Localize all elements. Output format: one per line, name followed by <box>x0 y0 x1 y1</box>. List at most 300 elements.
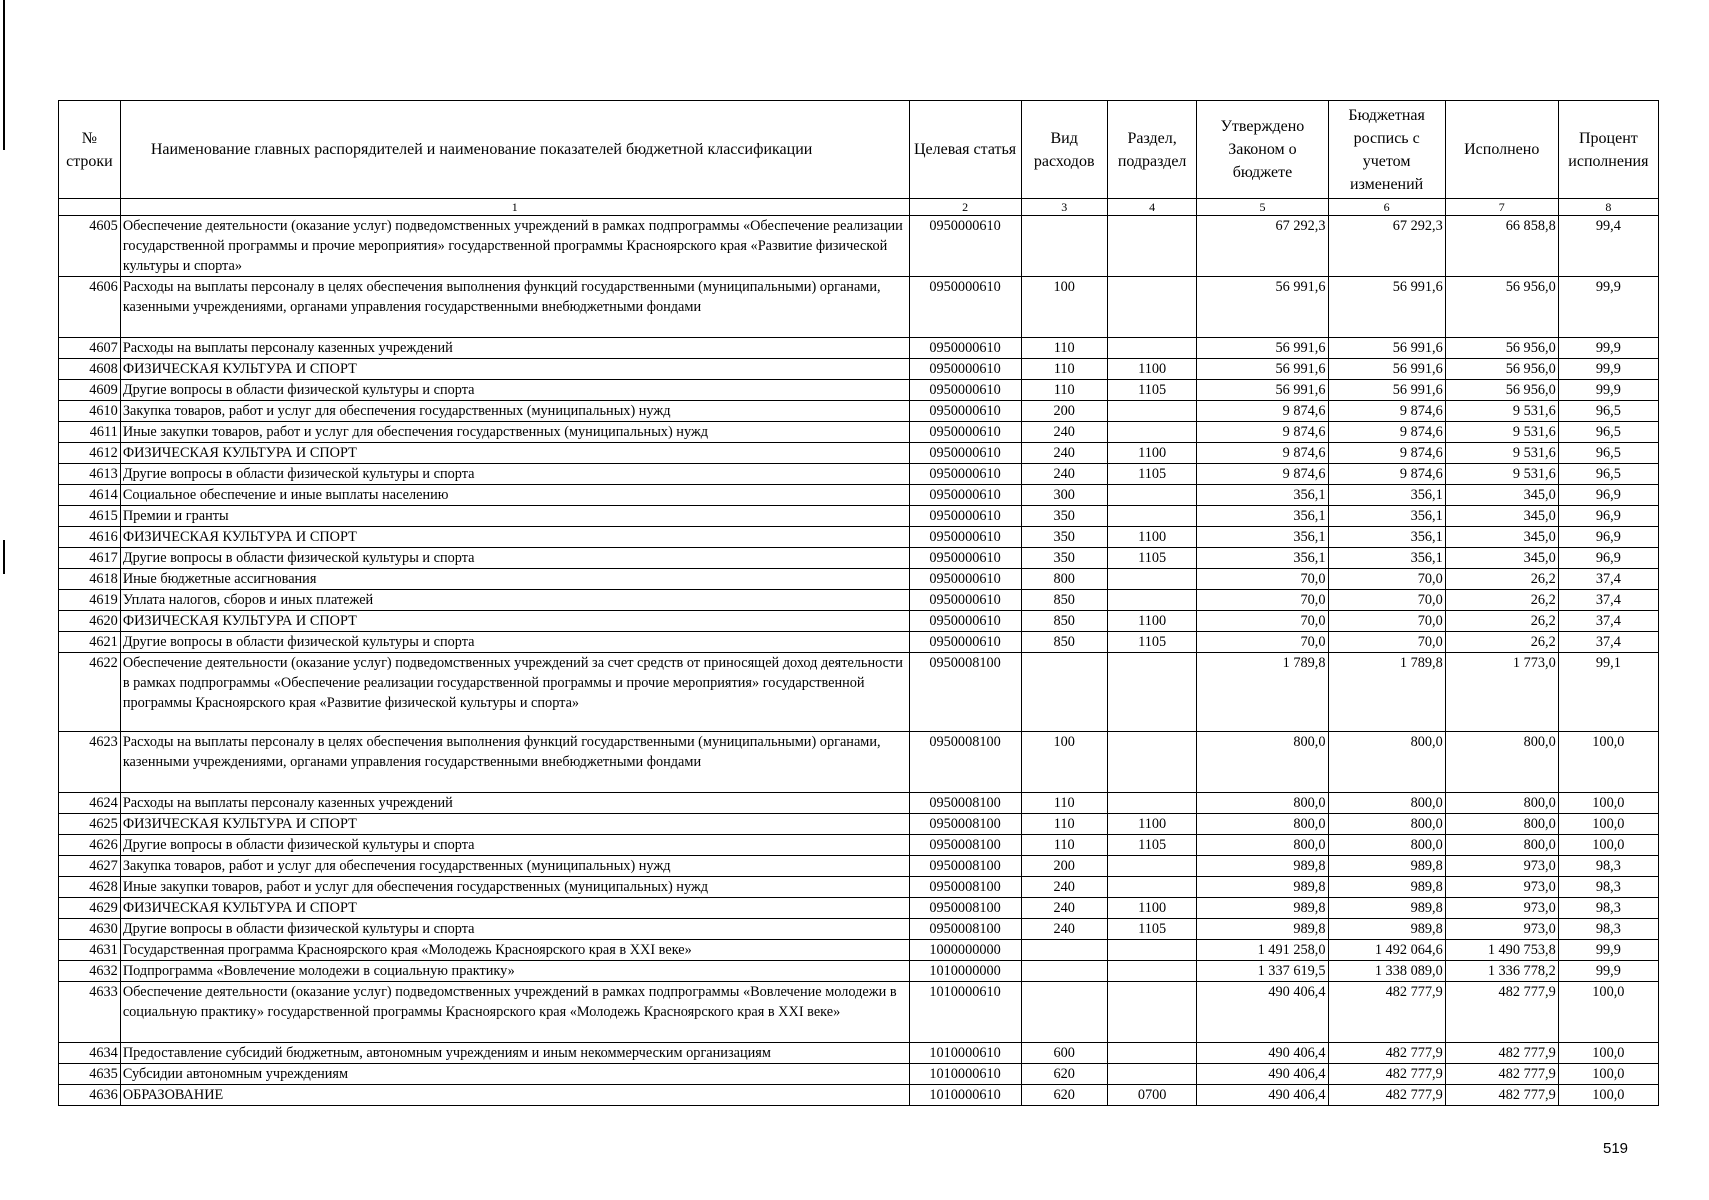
row-budget-schedule: 70,0 <box>1328 590 1445 611</box>
row-section: 1100 <box>1107 527 1197 548</box>
row-expense-type: 850 <box>1021 611 1107 632</box>
row-expense-type: 350 <box>1021 527 1107 548</box>
row-number: 4627 <box>59 856 121 877</box>
table-row <box>59 277 1659 338</box>
row-percent: 99,9 <box>1558 338 1658 359</box>
row-number: 4608 <box>59 359 121 380</box>
row-approved: 9 874,6 <box>1197 443 1328 464</box>
row-target-article: 0950000610 <box>909 590 1021 611</box>
row-section: 1105 <box>1107 632 1197 653</box>
row-budget-schedule: 67 292,3 <box>1328 216 1445 277</box>
row-section <box>1107 961 1197 982</box>
row-approved: 800,0 <box>1197 835 1328 856</box>
row-budget-schedule: 989,8 <box>1328 898 1445 919</box>
row-name: Государственная программа Красноярского края «Молодежь Красноярского края в XXI веке» <box>120 940 909 961</box>
row-name: Иные бюджетные ассигнования <box>120 569 909 590</box>
row-target-article: 0950000610 <box>909 338 1021 359</box>
row-percent: 37,4 <box>1558 632 1658 653</box>
row-percent: 99,9 <box>1558 961 1658 982</box>
row-executed: 56 956,0 <box>1445 277 1558 338</box>
row-expense-type: 200 <box>1021 856 1107 877</box>
row-executed: 56 956,0 <box>1445 359 1558 380</box>
row-target-article: 1010000000 <box>909 961 1021 982</box>
row-section <box>1107 982 1197 1043</box>
table-row <box>59 982 1659 1043</box>
header-section: Раздел, подраздел <box>1107 101 1197 199</box>
row-expense-type: 110 <box>1021 814 1107 835</box>
row-number: 4632 <box>59 961 121 982</box>
row-target-article: 0950000610 <box>909 611 1021 632</box>
row-budget-schedule: 56 991,6 <box>1328 277 1445 338</box>
row-name: Иные закупки товаров, работ и услуг для обеспечения государственных (муниципальных) нужд <box>120 877 909 898</box>
row-name: Другие вопросы в области физической культуры и спорта <box>120 464 909 485</box>
row-name: Обеспечение деятельности (оказание услуг) подведомственных учреждений за счет средств от приносящей доход деятельности в рамках подпрограммы «Обеспечение реализации государственной программы и прочие мероприятия» государственной программы Красноярского края «Развитие физической культуры и спорта» <box>120 653 909 732</box>
row-percent: 98,3 <box>1558 877 1658 898</box>
row-expense-type: 240 <box>1021 464 1107 485</box>
table-row <box>59 1064 1659 1085</box>
row-target-article: 0950000610 <box>909 359 1021 380</box>
table-row <box>59 590 1659 611</box>
row-number: 4618 <box>59 569 121 590</box>
row-approved: 70,0 <box>1197 632 1328 653</box>
row-section <box>1107 569 1197 590</box>
row-number: 4623 <box>59 732 121 793</box>
row-name: Другие вопросы в области физической культуры и спорта <box>120 548 909 569</box>
row-executed: 973,0 <box>1445 877 1558 898</box>
row-approved: 800,0 <box>1197 814 1328 835</box>
row-approved: 56 991,6 <box>1197 338 1328 359</box>
row-section <box>1107 1064 1197 1085</box>
table-row <box>59 877 1659 898</box>
row-section: 0700 <box>1107 1085 1197 1106</box>
row-percent: 96,9 <box>1558 506 1658 527</box>
row-executed: 345,0 <box>1445 548 1558 569</box>
column-number: 5 <box>1197 199 1328 216</box>
row-name: Закупка товаров, работ и услуг для обеспечения государственных (муниципальных) нужд <box>120 856 909 877</box>
row-number: 4630 <box>59 919 121 940</box>
row-percent: 100,0 <box>1558 1064 1658 1085</box>
row-percent: 100,0 <box>1558 982 1658 1043</box>
row-expense-type: 100 <box>1021 277 1107 338</box>
row-expense-type: 200 <box>1021 401 1107 422</box>
header-executed: Исполнено <box>1445 101 1558 199</box>
row-number: 4613 <box>59 464 121 485</box>
row-executed: 345,0 <box>1445 485 1558 506</box>
row-percent: 100,0 <box>1558 793 1658 814</box>
row-percent: 100,0 <box>1558 732 1658 793</box>
row-expense-type <box>1021 940 1107 961</box>
row-section: 1100 <box>1107 443 1197 464</box>
table-row <box>59 569 1659 590</box>
row-name: Уплата налогов, сборов и иных платежей <box>120 590 909 611</box>
row-executed: 800,0 <box>1445 835 1558 856</box>
row-section <box>1107 401 1197 422</box>
row-section: 1105 <box>1107 835 1197 856</box>
row-target-article: 0950000610 <box>909 422 1021 443</box>
row-budget-schedule: 9 874,6 <box>1328 401 1445 422</box>
row-name: ФИЗИЧЕСКАЯ КУЛЬТУРА И СПОРТ <box>120 611 909 632</box>
row-budget-schedule: 1 338 089,0 <box>1328 961 1445 982</box>
row-percent: 96,9 <box>1558 485 1658 506</box>
row-budget-schedule: 56 991,6 <box>1328 359 1445 380</box>
row-budget-schedule: 56 991,6 <box>1328 380 1445 401</box>
row-percent: 99,9 <box>1558 359 1658 380</box>
row-budget-schedule: 70,0 <box>1328 632 1445 653</box>
row-name: ФИЗИЧЕСКАЯ КУЛЬТУРА И СПОРТ <box>120 443 909 464</box>
row-name: ФИЗИЧЕСКАЯ КУЛЬТУРА И СПОРТ <box>120 527 909 548</box>
row-target-article: 0950008100 <box>909 856 1021 877</box>
row-approved: 490 406,4 <box>1197 982 1328 1043</box>
row-name: Иные закупки товаров, работ и услуг для обеспечения государственных (муниципальных) нужд <box>120 422 909 443</box>
row-number: 4619 <box>59 590 121 611</box>
row-approved: 989,8 <box>1197 856 1328 877</box>
header-budget-schedule: Бюджетная роспись с учетом изменений <box>1328 101 1445 199</box>
column-number: 3 <box>1021 199 1107 216</box>
row-approved: 490 406,4 <box>1197 1043 1328 1064</box>
row-number: 4633 <box>59 982 121 1043</box>
header-expense-type: Вид расходов <box>1021 101 1107 199</box>
row-approved: 490 406,4 <box>1197 1064 1328 1085</box>
row-section <box>1107 485 1197 506</box>
row-approved: 800,0 <box>1197 793 1328 814</box>
row-expense-type: 800 <box>1021 569 1107 590</box>
row-target-article: 0950008100 <box>909 814 1021 835</box>
row-executed: 482 777,9 <box>1445 1085 1558 1106</box>
row-executed: 482 777,9 <box>1445 1064 1558 1085</box>
row-number: 4631 <box>59 940 121 961</box>
row-expense-type: 350 <box>1021 506 1107 527</box>
table-row <box>59 485 1659 506</box>
row-expense-type <box>1021 653 1107 732</box>
row-name: Расходы на выплаты персоналу казенных учреждений <box>120 338 909 359</box>
row-section: 1100 <box>1107 611 1197 632</box>
row-section: 1100 <box>1107 359 1197 380</box>
row-approved: 800,0 <box>1197 732 1328 793</box>
row-budget-schedule: 800,0 <box>1328 835 1445 856</box>
row-approved: 70,0 <box>1197 611 1328 632</box>
row-target-article: 1010000610 <box>909 1064 1021 1085</box>
row-executed: 482 777,9 <box>1445 1043 1558 1064</box>
row-section <box>1107 856 1197 877</box>
row-approved: 989,8 <box>1197 877 1328 898</box>
row-approved: 56 991,6 <box>1197 277 1328 338</box>
table-row <box>59 216 1659 277</box>
row-name: ФИЗИЧЕСКАЯ КУЛЬТУРА И СПОРТ <box>120 359 909 380</box>
row-approved: 56 991,6 <box>1197 359 1328 380</box>
row-expense-type: 240 <box>1021 898 1107 919</box>
row-budget-schedule: 70,0 <box>1328 569 1445 590</box>
row-budget-schedule: 356,1 <box>1328 527 1445 548</box>
table-row <box>59 506 1659 527</box>
row-expense-type: 110 <box>1021 359 1107 380</box>
row-percent: 99,1 <box>1558 653 1658 732</box>
row-percent: 100,0 <box>1558 814 1658 835</box>
row-section <box>1107 506 1197 527</box>
row-expense-type <box>1021 216 1107 277</box>
row-expense-type: 350 <box>1021 548 1107 569</box>
table-row <box>59 814 1659 835</box>
row-number: 4634 <box>59 1043 121 1064</box>
row-executed: 1 490 753,8 <box>1445 940 1558 961</box>
table-row <box>59 793 1659 814</box>
row-target-article: 0950008100 <box>909 793 1021 814</box>
row-executed: 26,2 <box>1445 569 1558 590</box>
row-number: 4610 <box>59 401 121 422</box>
row-percent: 100,0 <box>1558 835 1658 856</box>
budget-execution-table <box>58 100 1659 1106</box>
row-name: Социальное обеспечение и иные выплаты населению <box>120 485 909 506</box>
row-name: Обеспечение деятельности (оказание услуг) подведомственных учреждений в рамках подпрограммы «Вовлечение молодежи в социальную практику» государственной программы Красноярского края «Молодежь Красноярского края в XXI веке» <box>120 982 909 1043</box>
row-budget-schedule: 9 874,6 <box>1328 422 1445 443</box>
row-budget-schedule: 800,0 <box>1328 793 1445 814</box>
table-row <box>59 961 1659 982</box>
row-expense-type: 240 <box>1021 443 1107 464</box>
row-expense-type: 110 <box>1021 338 1107 359</box>
row-name: Расходы на выплаты персоналу в целях обеспечения выполнения функций государственными (муниципальными) органами, казенными учреждениями, органами управления государственными внебюджетными фондами <box>120 277 909 338</box>
row-name: Другие вопросы в области физической культуры и спорта <box>120 632 909 653</box>
row-expense-type: 620 <box>1021 1064 1107 1085</box>
row-target-article: 0950000610 <box>909 632 1021 653</box>
row-budget-schedule: 800,0 <box>1328 732 1445 793</box>
column-number-row <box>59 199 1659 216</box>
row-name: Обеспечение деятельности (оказание услуг) подведомственных учреждений в рамках подпрограммы «Обеспечение реализации государственной программы и прочие мероприятия» государственной программы Красноярского края «Развитие физической культуры и спорта» <box>120 216 909 277</box>
row-budget-schedule: 356,1 <box>1328 485 1445 506</box>
row-budget-schedule: 356,1 <box>1328 548 1445 569</box>
page-number: 519 <box>1603 1140 1629 1157</box>
table-row <box>59 401 1659 422</box>
row-expense-type: 300 <box>1021 485 1107 506</box>
row-executed: 9 531,6 <box>1445 464 1558 485</box>
row-executed: 56 956,0 <box>1445 338 1558 359</box>
row-number: 4616 <box>59 527 121 548</box>
row-name: Другие вопросы в области физической культуры и спорта <box>120 835 909 856</box>
row-section <box>1107 653 1197 732</box>
row-expense-type: 100 <box>1021 732 1107 793</box>
row-section <box>1107 216 1197 277</box>
table-row <box>59 732 1659 793</box>
table-row <box>59 898 1659 919</box>
column-number: 8 <box>1558 199 1658 216</box>
row-percent: 96,9 <box>1558 548 1658 569</box>
row-target-article: 0950000610 <box>909 527 1021 548</box>
row-target-article: 0950008100 <box>909 835 1021 856</box>
row-section: 1100 <box>1107 898 1197 919</box>
row-name: ФИЗИЧЕСКАЯ КУЛЬТУРА И СПОРТ <box>120 814 909 835</box>
row-section <box>1107 590 1197 611</box>
row-section: 1100 <box>1107 814 1197 835</box>
header-name: Наименование главных распорядителей и наименование показателей бюджетной классификации <box>120 101 909 199</box>
row-name: Закупка товаров, работ и услуг для обеспечения государственных (муниципальных) нужд <box>120 401 909 422</box>
row-executed: 1 773,0 <box>1445 653 1558 732</box>
row-number: 4621 <box>59 632 121 653</box>
header-percent: Процент исполнения <box>1558 101 1658 199</box>
row-section <box>1107 422 1197 443</box>
row-executed: 26,2 <box>1445 590 1558 611</box>
row-approved: 356,1 <box>1197 527 1328 548</box>
row-name: Расходы на выплаты персоналу в целях обеспечения выполнения функций государственными (муниципальными) органами, казенными учреждениями, органами управления государственными внебюджетными фондами <box>120 732 909 793</box>
row-target-article: 0950000610 <box>909 277 1021 338</box>
row-name: Премии и гранты <box>120 506 909 527</box>
table-row <box>59 919 1659 940</box>
row-name: Подпрограмма «Вовлечение молодежи в социальную практику» <box>120 961 909 982</box>
row-section <box>1107 1043 1197 1064</box>
row-executed: 973,0 <box>1445 898 1558 919</box>
table-row <box>59 464 1659 485</box>
row-number: 4617 <box>59 548 121 569</box>
row-name: Расходы на выплаты персоналу казенных учреждений <box>120 793 909 814</box>
row-percent: 96,5 <box>1558 443 1658 464</box>
row-section: 1105 <box>1107 548 1197 569</box>
column-number: 1 <box>120 199 909 216</box>
row-name: ОБРАЗОВАНИЕ <box>120 1085 909 1106</box>
row-executed: 345,0 <box>1445 527 1558 548</box>
row-approved: 1 789,8 <box>1197 653 1328 732</box>
row-section: 1105 <box>1107 464 1197 485</box>
row-expense-type: 850 <box>1021 632 1107 653</box>
row-approved: 1 337 619,5 <box>1197 961 1328 982</box>
row-number: 4611 <box>59 422 121 443</box>
column-number: 6 <box>1328 199 1445 216</box>
table-row <box>59 653 1659 732</box>
row-budget-schedule: 1 789,8 <box>1328 653 1445 732</box>
table-row <box>59 1043 1659 1064</box>
row-expense-type: 600 <box>1021 1043 1107 1064</box>
table-row <box>59 380 1659 401</box>
row-percent: 37,4 <box>1558 569 1658 590</box>
row-budget-schedule: 989,8 <box>1328 919 1445 940</box>
row-percent: 100,0 <box>1558 1085 1658 1106</box>
row-executed: 9 531,6 <box>1445 401 1558 422</box>
row-expense-type: 110 <box>1021 380 1107 401</box>
row-approved: 70,0 <box>1197 569 1328 590</box>
row-target-article: 0950000610 <box>909 380 1021 401</box>
row-executed: 345,0 <box>1445 506 1558 527</box>
row-section <box>1107 277 1197 338</box>
row-section <box>1107 940 1197 961</box>
row-number: 4615 <box>59 506 121 527</box>
table-row <box>59 527 1659 548</box>
row-executed: 26,2 <box>1445 632 1558 653</box>
row-target-article: 0950008100 <box>909 653 1021 732</box>
row-approved: 356,1 <box>1197 548 1328 569</box>
row-target-article: 0950000610 <box>909 569 1021 590</box>
row-name: Субсидии автономным учреждениям <box>120 1064 909 1085</box>
row-number: 4629 <box>59 898 121 919</box>
row-executed: 26,2 <box>1445 611 1558 632</box>
row-number: 4636 <box>59 1085 121 1106</box>
row-percent: 98,3 <box>1558 919 1658 940</box>
table-row <box>59 338 1659 359</box>
row-executed: 9 531,6 <box>1445 422 1558 443</box>
row-budget-schedule: 9 874,6 <box>1328 443 1445 464</box>
column-number: 2 <box>909 199 1021 216</box>
row-target-article: 1010000610 <box>909 1085 1021 1106</box>
table-row <box>59 359 1659 380</box>
row-target-article: 0950008100 <box>909 877 1021 898</box>
row-section: 1105 <box>1107 919 1197 940</box>
row-target-article: 1010000610 <box>909 1043 1021 1064</box>
row-expense-type: 240 <box>1021 422 1107 443</box>
row-budget-schedule: 800,0 <box>1328 814 1445 835</box>
row-percent: 98,3 <box>1558 856 1658 877</box>
row-executed: 482 777,9 <box>1445 982 1558 1043</box>
table-row <box>59 443 1659 464</box>
table-row <box>59 632 1659 653</box>
row-expense-type: 110 <box>1021 793 1107 814</box>
row-percent: 100,0 <box>1558 1043 1658 1064</box>
row-expense-type: 620 <box>1021 1085 1107 1106</box>
row-section <box>1107 793 1197 814</box>
row-executed: 1 336 778,2 <box>1445 961 1558 982</box>
header-row <box>59 101 1659 199</box>
row-percent: 96,5 <box>1558 401 1658 422</box>
table-row <box>59 422 1659 443</box>
row-percent: 98,3 <box>1558 898 1658 919</box>
row-budget-schedule: 482 777,9 <box>1328 1064 1445 1085</box>
table-row <box>59 835 1659 856</box>
row-percent: 96,5 <box>1558 422 1658 443</box>
row-budget-schedule: 1 492 064,6 <box>1328 940 1445 961</box>
row-expense-type <box>1021 961 1107 982</box>
row-target-article: 0950008100 <box>909 732 1021 793</box>
row-budget-schedule: 70,0 <box>1328 611 1445 632</box>
row-expense-type: 850 <box>1021 590 1107 611</box>
row-executed: 56 956,0 <box>1445 380 1558 401</box>
row-expense-type: 240 <box>1021 877 1107 898</box>
row-budget-schedule: 482 777,9 <box>1328 1043 1445 1064</box>
row-approved: 67 292,3 <box>1197 216 1328 277</box>
row-expense-type: 240 <box>1021 919 1107 940</box>
row-budget-schedule: 482 777,9 <box>1328 982 1445 1043</box>
scan-edge-mark <box>3 0 5 150</box>
row-executed: 800,0 <box>1445 814 1558 835</box>
row-percent: 37,4 <box>1558 590 1658 611</box>
row-percent: 96,9 <box>1558 527 1658 548</box>
row-target-article: 1010000610 <box>909 982 1021 1043</box>
row-target-article: 0950000610 <box>909 443 1021 464</box>
row-expense-type: 110 <box>1021 835 1107 856</box>
row-number: 4609 <box>59 380 121 401</box>
row-target-article: 0950000610 <box>909 506 1021 527</box>
scan-edge-mark <box>3 540 5 574</box>
row-approved: 989,8 <box>1197 919 1328 940</box>
row-name: ФИЗИЧЕСКАЯ КУЛЬТУРА И СПОРТ <box>120 898 909 919</box>
row-section: 1105 <box>1107 380 1197 401</box>
row-name: Другие вопросы в области физической культуры и спорта <box>120 380 909 401</box>
row-executed: 9 531,6 <box>1445 443 1558 464</box>
table-row <box>59 611 1659 632</box>
row-target-article: 0950000610 <box>909 464 1021 485</box>
row-executed: 66 858,8 <box>1445 216 1558 277</box>
row-budget-schedule: 989,8 <box>1328 877 1445 898</box>
row-expense-type <box>1021 982 1107 1043</box>
row-approved: 356,1 <box>1197 485 1328 506</box>
row-approved: 9 874,6 <box>1197 464 1328 485</box>
table-body <box>59 216 1659 1106</box>
column-number: 7 <box>1445 199 1558 216</box>
row-approved: 356,1 <box>1197 506 1328 527</box>
row-number: 4624 <box>59 793 121 814</box>
row-budget-schedule: 482 777,9 <box>1328 1085 1445 1106</box>
row-number: 4612 <box>59 443 121 464</box>
row-budget-schedule: 56 991,6 <box>1328 338 1445 359</box>
row-number: 4622 <box>59 653 121 732</box>
row-executed: 800,0 <box>1445 732 1558 793</box>
row-number: 4626 <box>59 835 121 856</box>
header-row-number: № строки <box>59 101 121 199</box>
row-approved: 9 874,6 <box>1197 401 1328 422</box>
row-percent: 99,9 <box>1558 277 1658 338</box>
